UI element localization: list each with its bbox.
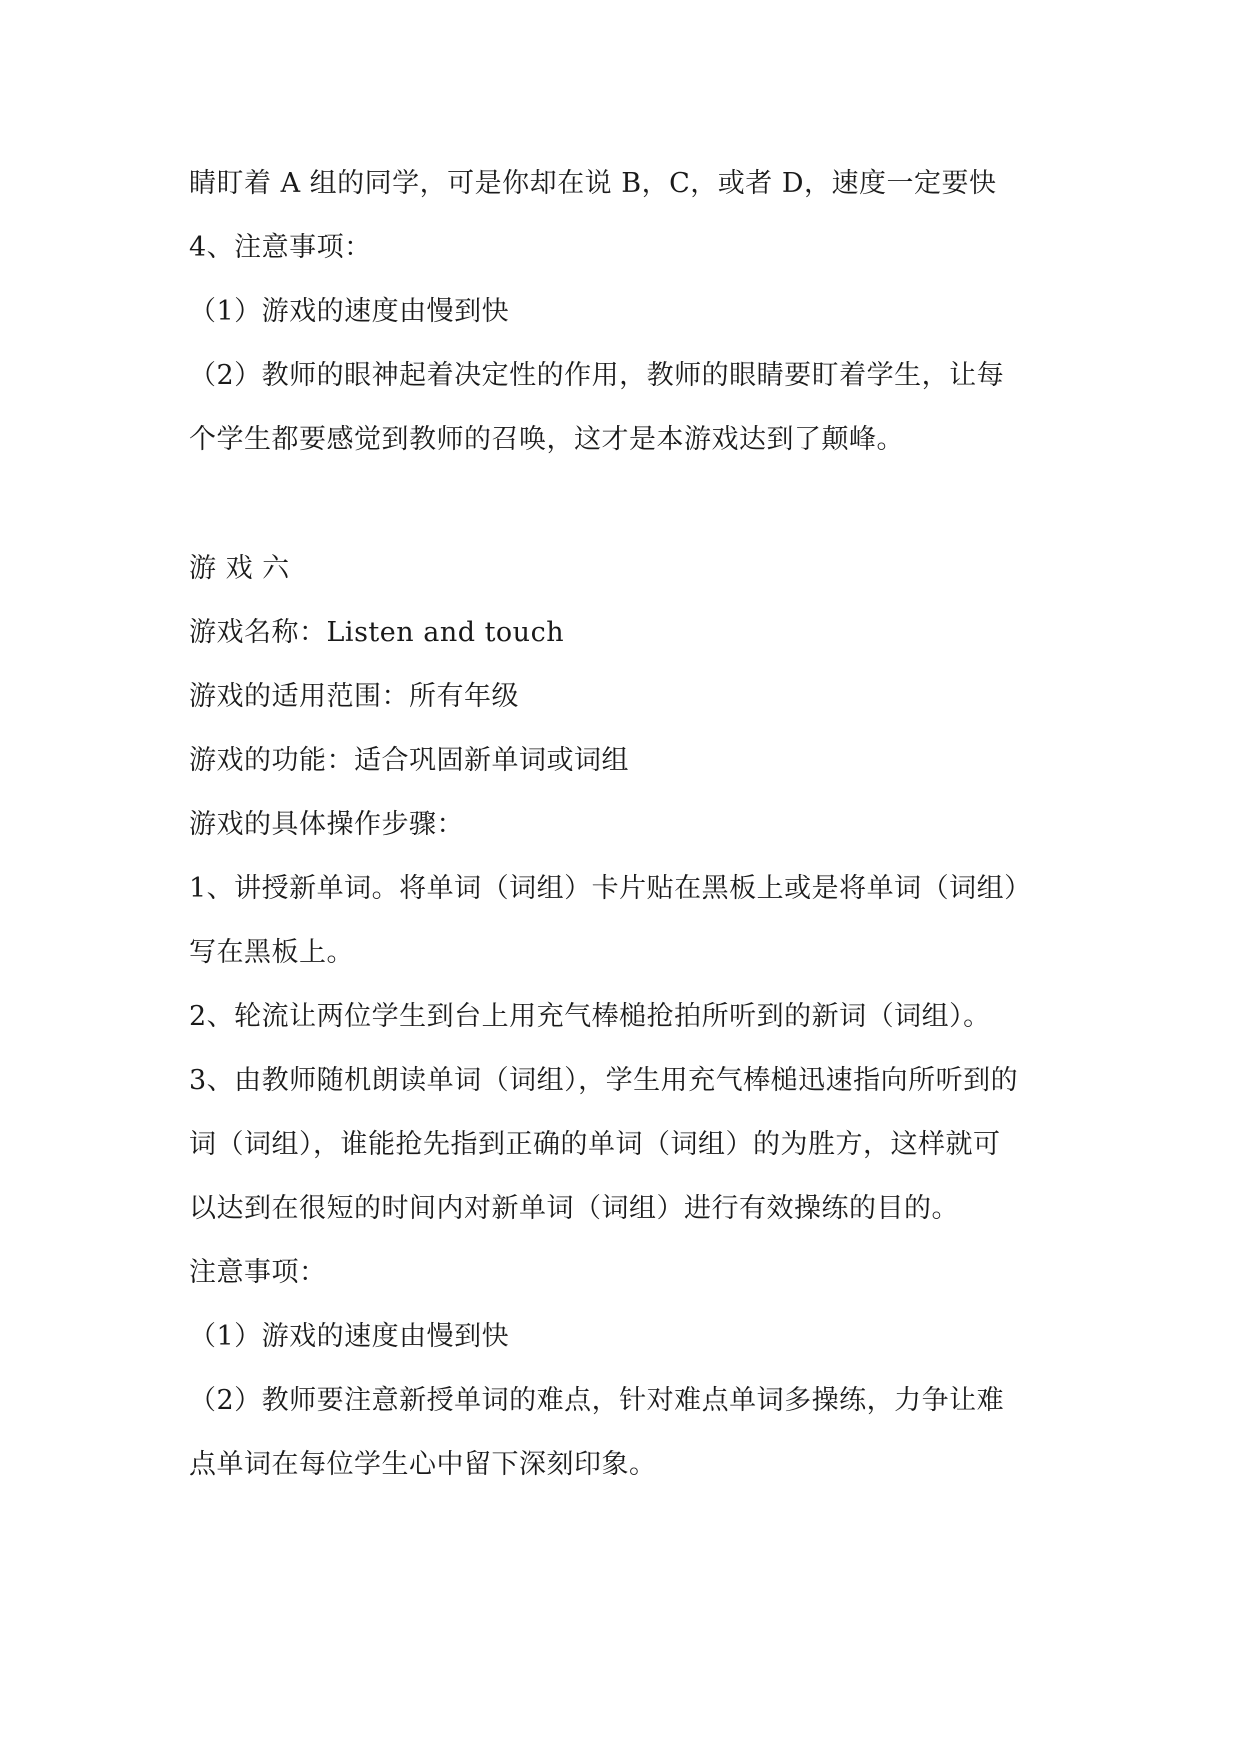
section-heading: 4、注意事项：	[189, 232, 372, 263]
text-line: 以达到在很短的时间内对新单词（词组）进行有效操练的目的。	[189, 1193, 959, 1224]
notes-heading: 注意事项：	[189, 1257, 327, 1288]
note-item: （2）教师的眼神起着决定性的作用，教师的眼睛要盯着学生，让每	[189, 360, 1005, 391]
step-item: 2、轮流让两位学生到台上用充气棒槌抢拍所听到的新词（词组）。	[189, 1001, 991, 1032]
step-item: 3、由教师随机朗读单词（词组），学生用充气棒槌迅速指向所听到的	[189, 1065, 1019, 1096]
game-function: 游戏的功能：适合巩固新单词或词组	[189, 745, 629, 776]
game-title: 游 戏 六	[189, 553, 290, 584]
note-item: （1）游戏的速度由慢到快	[189, 1321, 510, 1352]
game-name: 游戏名称：Listen and touch	[189, 617, 565, 648]
step-item: 1、讲授新单词。将单词（词组）卡片贴在黑板上或是将单词（词组）	[189, 873, 1032, 904]
text-line: 睛盯着 A 组的同学，可是你却在说 B，C，或者 D，速度一定要快	[189, 168, 997, 199]
steps-heading: 游戏的具体操作步骤：	[189, 809, 464, 840]
text-line: 词（词组），谁能抢先指到正确的单词（词组）的为胜方，这样就可	[189, 1129, 1001, 1160]
game-scope: 游戏的适用范围：所有年级	[189, 681, 519, 712]
text-line: 个学生都要感觉到教师的召唤，这才是本游戏达到了颠峰。	[189, 424, 904, 455]
note-item: （2）教师要注意新授单词的难点，针对难点单词多操练，力争让难	[189, 1385, 1005, 1416]
note-item: （1）游戏的速度由慢到快	[189, 296, 510, 327]
text-line: 点单词在每位学生心中留下深刻印象。	[189, 1449, 657, 1480]
text-line: 写在黑板上。	[189, 937, 354, 968]
